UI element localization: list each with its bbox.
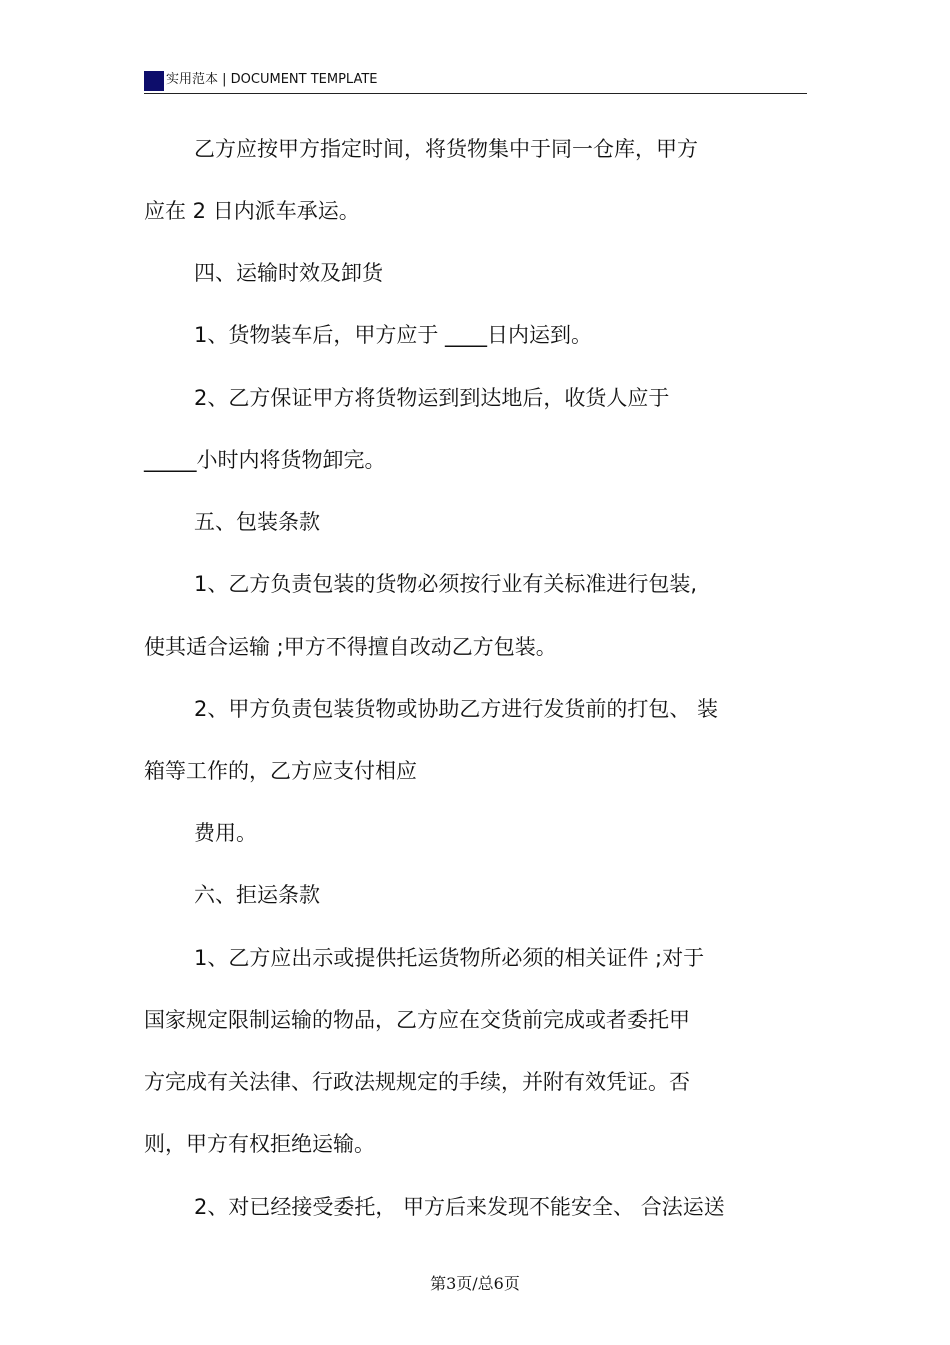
body-line: 方完成有关法律、行政法规规定的手续，并附有效凭证。否 xyxy=(144,1070,690,1094)
header-title: 实用范本 | DOCUMENT TEMPLATE xyxy=(166,72,378,87)
body-line: 2、对已经接受委托， 甲方后来发现不能安全、 合法运送 xyxy=(194,1195,725,1219)
header-divider xyxy=(144,93,807,94)
body-line: 则，甲方有权拒绝运输。 xyxy=(144,1132,375,1156)
body-line: _____小时内将货物卸完。 xyxy=(144,448,386,472)
body-line: 1、乙方负责包装的货物必须按行业有关标准进行包装, xyxy=(194,572,698,596)
body-line: 1、乙方应出示或提供托运货物所必须的相关证件 ;对于 xyxy=(194,946,705,970)
body-line: 箱等工作的，乙方应支付相应 xyxy=(144,759,417,783)
section-heading: 四、运输时效及卸货 xyxy=(194,261,383,285)
body-line: 国家规定限制运输的物品，乙方应在交货前完成或者委托甲 xyxy=(144,1008,690,1032)
section-heading: 五、包装条款 xyxy=(194,510,320,534)
body-line: 2、乙方保证甲方将货物运到到达地后，收货人应于 xyxy=(194,386,670,410)
body-line: 费用。 xyxy=(194,821,257,845)
section-heading: 六、拒运条款 xyxy=(194,883,320,907)
body-line: 2、甲方负责包装货物或协助乙方进行发货前的打包、 装 xyxy=(194,697,719,721)
page-number: 第3页/总6页 xyxy=(430,1274,520,1293)
body-line: 使其适合运输 ;甲方不得擅自改动乙方包装。 xyxy=(144,635,557,659)
page-header xyxy=(144,68,807,94)
body-line: 应在 2 日内派车承运。 xyxy=(144,199,360,223)
body-line: 1、货物装车后，甲方应于 ____日内运到。 xyxy=(194,323,593,347)
header-logo-square xyxy=(144,71,164,91)
body-line: 乙方应按甲方指定时间，将货物集中于同一仓库，甲方 xyxy=(194,137,698,161)
